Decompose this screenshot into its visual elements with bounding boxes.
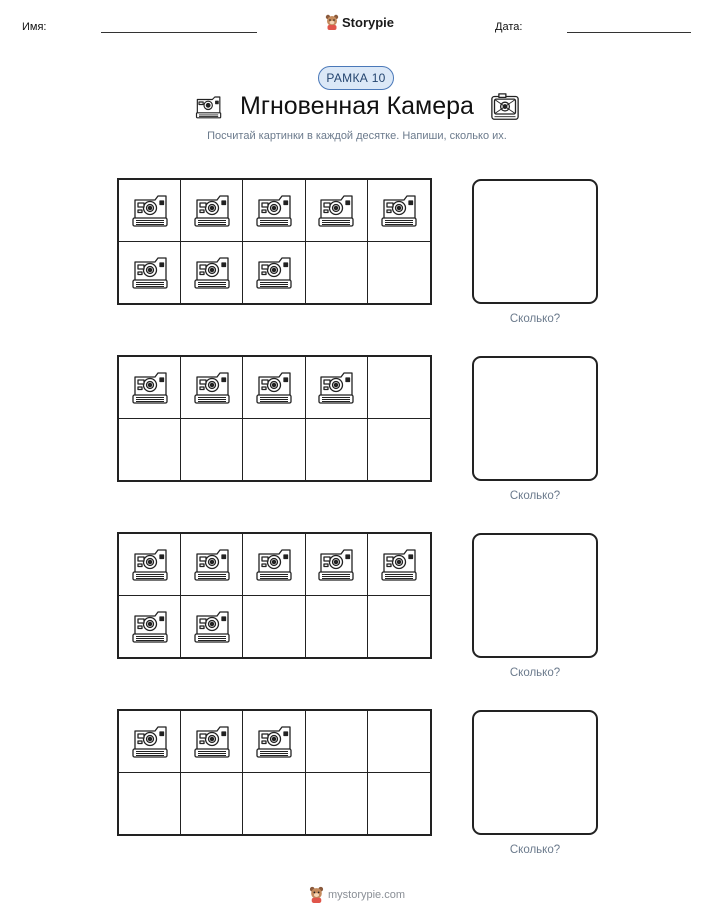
brand-name: Storypie: [342, 14, 395, 30]
ten-frame: [117, 355, 432, 482]
instant-camera-icon: [191, 190, 233, 230]
answer-box[interactable]: [472, 179, 598, 304]
instant-camera-icon: [129, 190, 171, 230]
instant-camera-icon: [129, 606, 171, 646]
frame-badge: РАМКА 10: [318, 66, 394, 90]
answer-box[interactable]: [472, 533, 598, 658]
frame-cell: [243, 773, 305, 835]
frame-cell: [181, 180, 243, 242]
frame-cell: [181, 242, 243, 304]
ten-frame: [117, 709, 432, 836]
frame-cell: [119, 596, 181, 658]
ten-frame: [117, 178, 432, 305]
frame-cell: [243, 242, 305, 304]
frame-cell: [368, 357, 430, 419]
frame-cell: [306, 357, 368, 419]
frame-cell: [243, 596, 305, 658]
frame-cell: [368, 711, 430, 773]
instant-camera-icon: [315, 544, 357, 584]
frame-cell: [119, 773, 181, 835]
frame-cell: [368, 596, 430, 658]
frame-cell: [119, 534, 181, 596]
how-many-label: Сколько?: [509, 844, 561, 856]
frame-cell: [181, 534, 243, 596]
frame-cell: [368, 180, 430, 242]
instant-camera-icon: [129, 252, 171, 292]
title-camera-icon-right: [490, 93, 520, 121]
instant-camera-icon: [253, 721, 295, 761]
instant-camera-icon: [129, 367, 171, 407]
frame-cell: [368, 419, 430, 481]
ten-frame: [117, 532, 432, 659]
footer-url: mystorypie.com: [327, 888, 406, 901]
frame-cell: [306, 773, 368, 835]
storypie-bear-icon: [325, 14, 339, 30]
instant-camera-icon: [253, 367, 295, 407]
frame-cell: [181, 711, 243, 773]
frame-cell: [181, 596, 243, 658]
answer-box[interactable]: [472, 710, 598, 835]
instant-camera-icon: [378, 544, 420, 584]
instant-camera-icon: [191, 606, 233, 646]
how-many-label: Сколько?: [509, 667, 561, 679]
frame-cell: [368, 534, 430, 596]
instant-camera-icon: [253, 190, 295, 230]
instant-camera-icon: [315, 367, 357, 407]
frame-cell: [119, 242, 181, 304]
page-title: Мгновенная Камера: [240, 92, 474, 120]
instant-camera-icon: [253, 252, 295, 292]
instant-camera-icon: [191, 252, 233, 292]
answer-box[interactable]: [472, 356, 598, 481]
how-many-label: Сколько?: [509, 313, 561, 325]
frame-cell: [306, 596, 368, 658]
frame-cell: [181, 419, 243, 481]
name-label: Имя:: [22, 21, 47, 33]
frame-cell: [243, 419, 305, 481]
name-field[interactable]: [101, 32, 257, 33]
instant-camera-icon: [191, 367, 233, 407]
frame-cell: [181, 357, 243, 419]
frame-cell: [243, 711, 305, 773]
frame-cell: [368, 773, 430, 835]
frame-cell: [306, 180, 368, 242]
frame-cell: [243, 180, 305, 242]
frame-cell: [119, 180, 181, 242]
frame-cell: [243, 357, 305, 419]
instant-camera-icon: [191, 721, 233, 761]
instant-camera-icon: [129, 721, 171, 761]
date-label: Дата:: [495, 21, 523, 33]
instant-camera-icon: [253, 544, 295, 584]
instant-camera-icon: [315, 190, 357, 230]
footer: [0, 886, 714, 903]
frame-cell: [119, 419, 181, 481]
frame-cell: [306, 419, 368, 481]
frame-cell: [243, 534, 305, 596]
frame-cell: [306, 534, 368, 596]
frame-cell: [119, 711, 181, 773]
frame-cell: [119, 357, 181, 419]
instant-camera-icon: [129, 544, 171, 584]
storypie-bear-icon: [309, 886, 324, 903]
frame-cell: [306, 711, 368, 773]
brand-logo: [325, 14, 394, 30]
instant-camera-icon: [378, 190, 420, 230]
frame-cell: [181, 773, 243, 835]
frame-cell: [368, 242, 430, 304]
how-many-label: Сколько?: [509, 490, 561, 502]
instructions: Посчитай картинки в каждой десятке. Напиши, сколько их.: [207, 130, 507, 142]
frame-cell: [306, 242, 368, 304]
instant-camera-icon: [191, 544, 233, 584]
date-field[interactable]: [567, 32, 691, 33]
